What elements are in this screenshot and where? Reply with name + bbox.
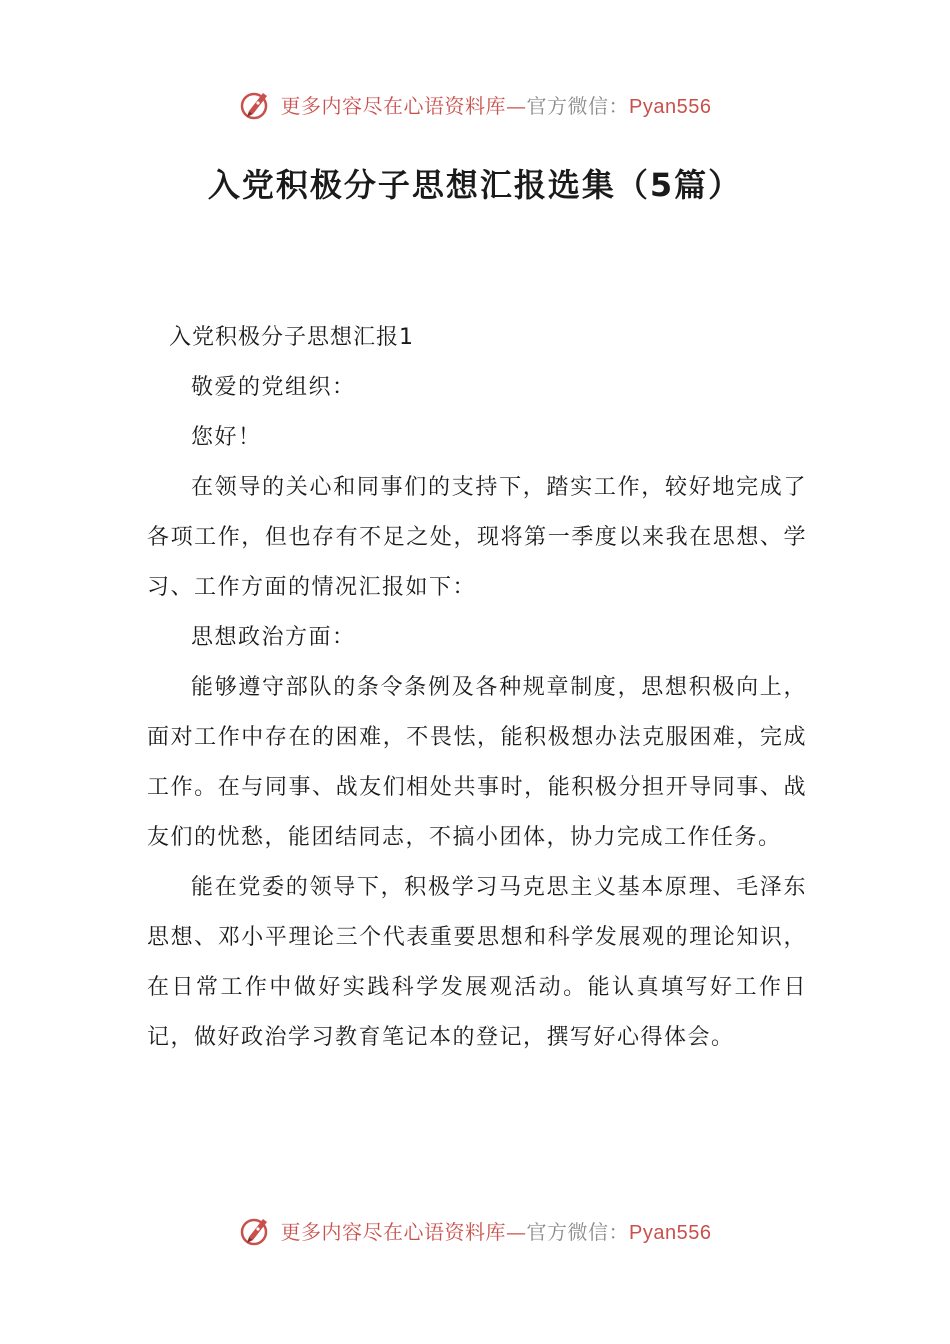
report-heading: 入党积极分子思想汇报1 — [169, 325, 414, 350]
footer-watermark — [0, 1212, 950, 1248]
watermark-label: 官方微信： — [526, 93, 630, 118]
salutation: 敬爱的党组织： — [191, 375, 356, 400]
header-watermark — [0, 86, 950, 122]
watermark-dash: — — [506, 93, 527, 118]
watermark-id: Pyan556 — [629, 1221, 712, 1244]
pen-nib-logo-icon — [239, 1213, 273, 1247]
pen-nib-logo-icon — [239, 87, 273, 121]
document-body — [147, 313, 807, 1063]
watermark-site: 更多内容尽在心语资料库 — [280, 1219, 507, 1244]
politics-paragraph-2: 能在党委的领导下，积极学习马克思主义基本原理、毛泽东思想、邓小平理论三个代表重要思想和科学发展观的理论知识，在日常工作中做好实践科学发展观活动。能认真填写好工作日记，做好政治学习教育笔记本的登记，撰写好心得体会。 — [147, 875, 807, 1050]
intro-paragraph: 在领导的关心和同事们的支持下，踏实工作，较好地完成了各项工作，但也存有不足之处，现将第一季度以来我在思想、学习、工作方面的情况汇报如下： — [147, 475, 807, 600]
watermark-label: 官方微信： — [526, 1219, 630, 1244]
greeting: 您好！ — [191, 425, 262, 450]
politics-paragraph-1: 能够遵守部队的条令条例及各种规章制度，思想积极向上，面对工作中存在的困难，不畏怯，能积极想办法克服困难，完成工作。在与同事、战友们相处共事时，能积极分担开导同事、战友们的忧愁，能团结同志，不搞小团体，协力完成工作任务。 — [147, 675, 807, 850]
watermark-text — [281, 1216, 712, 1245]
document-title: 入党积极分子思想汇报选集（5篇） — [207, 166, 743, 204]
watermark-site: 更多内容尽在心语资料库 — [280, 93, 507, 118]
watermark-text — [281, 90, 712, 119]
watermark-id: Pyan556 — [629, 95, 712, 118]
watermark-dash: — — [506, 1219, 527, 1244]
section-label-politics: 思想政治方面： — [191, 625, 356, 650]
